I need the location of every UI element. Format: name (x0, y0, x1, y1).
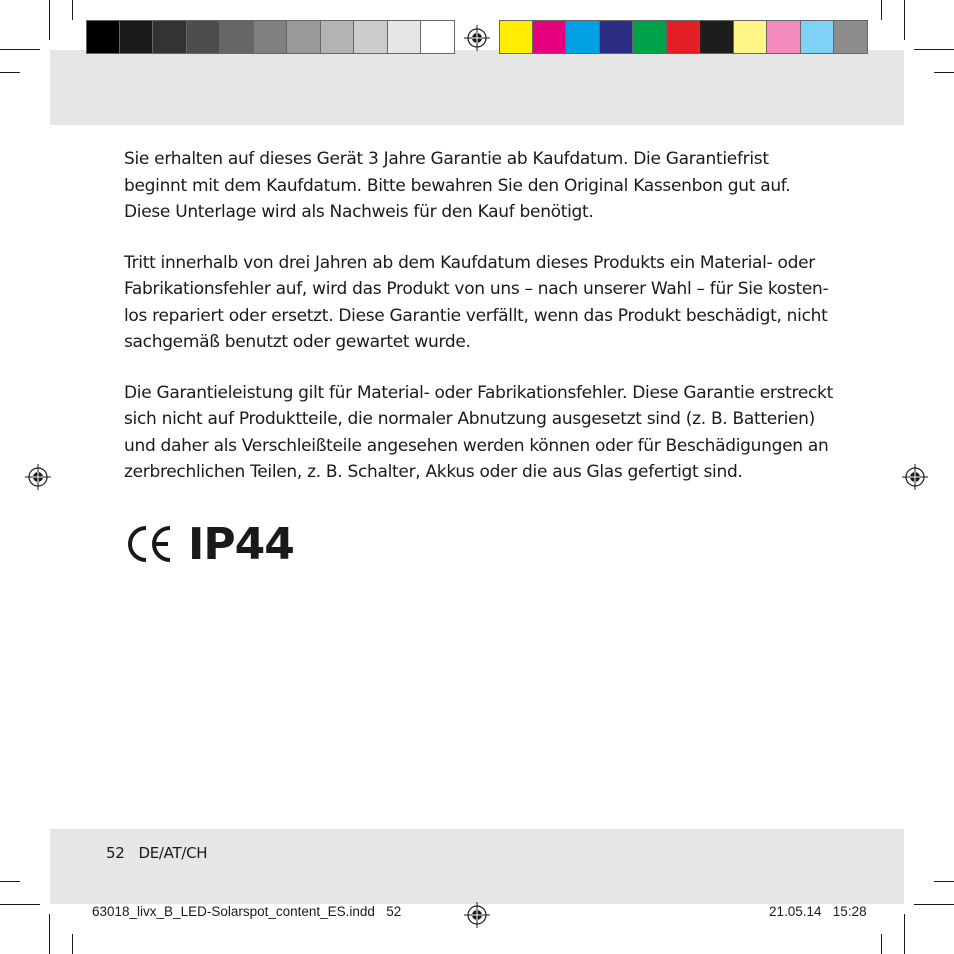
color-swatch (287, 20, 321, 54)
certification-marks (124, 520, 294, 568)
color-swatch (633, 20, 667, 54)
color-swatch (254, 20, 288, 54)
color-bar (499, 20, 868, 56)
color-swatch (120, 20, 154, 54)
color-swatch (86, 20, 120, 54)
crop-mark (0, 72, 20, 73)
color-swatch (421, 20, 455, 54)
registration-mark-icon (464, 902, 490, 928)
crop-mark (0, 904, 40, 905)
color-swatch (187, 20, 221, 54)
color-swatch (220, 20, 254, 54)
warranty-text (124, 146, 834, 510)
header-band (50, 50, 904, 125)
color-swatch (566, 20, 600, 54)
color-swatch (499, 20, 533, 54)
color-swatch (153, 20, 187, 54)
color-swatch (533, 20, 567, 54)
crop-mark (881, 0, 882, 20)
crop-mark (49, 914, 50, 954)
color-swatch (767, 20, 801, 54)
crop-mark (0, 49, 40, 50)
crop-mark (934, 881, 954, 882)
page-footer (106, 844, 207, 862)
crop-mark (881, 934, 882, 954)
slug-filename: 63018_livx_B_LED-Solarspot_content_ES.indd 52 (92, 904, 402, 919)
footer-band (50, 829, 904, 904)
ip-rating: IP44 (188, 518, 294, 570)
crop-mark (49, 0, 50, 40)
color-swatch (801, 20, 835, 54)
crop-mark (72, 0, 73, 20)
crop-mark (72, 934, 73, 954)
ce-mark-icon (124, 524, 176, 564)
grayscale-bar (86, 20, 455, 56)
paragraph: Tritt innerhalb von drei Jahren ab dem Kaufdatum dieses Produkts ein Material- oder Fabrikationsfehler auf, wird das Produkt von uns – nach unserer Wahl – für Sie kosten-los repariert oder ersetzt. Diese Garantie verfällt, wenn das Produkt beschädigt, nicht sachgemäß benutzt oder gewartet wurde. (124, 252, 829, 352)
color-swatch (321, 20, 355, 54)
paragraph: Sie erhalten auf dieses Gerät 3 Jahre Garantie ab Kaufdatum. Die Garantiefrist beginnt mit dem Kaufdatum. Bitte bewahren Sie den Original Kassenbon gut auf. Diese Unterlage wird als Nachweis für den Kauf benötigt. (124, 149, 791, 222)
color-swatch (354, 20, 388, 54)
page-number: 52 (106, 844, 125, 862)
crop-mark (934, 72, 954, 73)
color-swatch (834, 20, 868, 54)
registration-mark-icon (902, 464, 928, 490)
crop-mark (904, 914, 905, 954)
registration-mark-icon (464, 25, 490, 51)
color-swatch (600, 20, 634, 54)
color-swatch (388, 20, 422, 54)
crop-mark (904, 0, 905, 40)
region-label: DE/AT/CH (138, 844, 208, 862)
crop-mark (0, 881, 20, 882)
slug-timestamp: 21.05.14 15:28 (769, 904, 867, 919)
crop-mark (914, 904, 954, 905)
color-swatch (734, 20, 768, 54)
paragraph: Die Garantieleistung gilt für Material- oder Fabrikationsfehler. Diese Garantie erstreckt sich nicht auf Produktteile, die normaler Abnutzung ausgesetzt sind (z. B. Batterien) und daher als Verschleißteile angesehen werden können oder für Beschädigungen an zerbrechlichen Teilen, z. B. Schalter, Akkus oder die aus Glas gefertigt sind. (124, 382, 833, 482)
color-swatch (667, 20, 701, 54)
crop-mark (914, 49, 954, 50)
color-swatch (700, 20, 734, 54)
registration-mark-icon (25, 464, 51, 490)
